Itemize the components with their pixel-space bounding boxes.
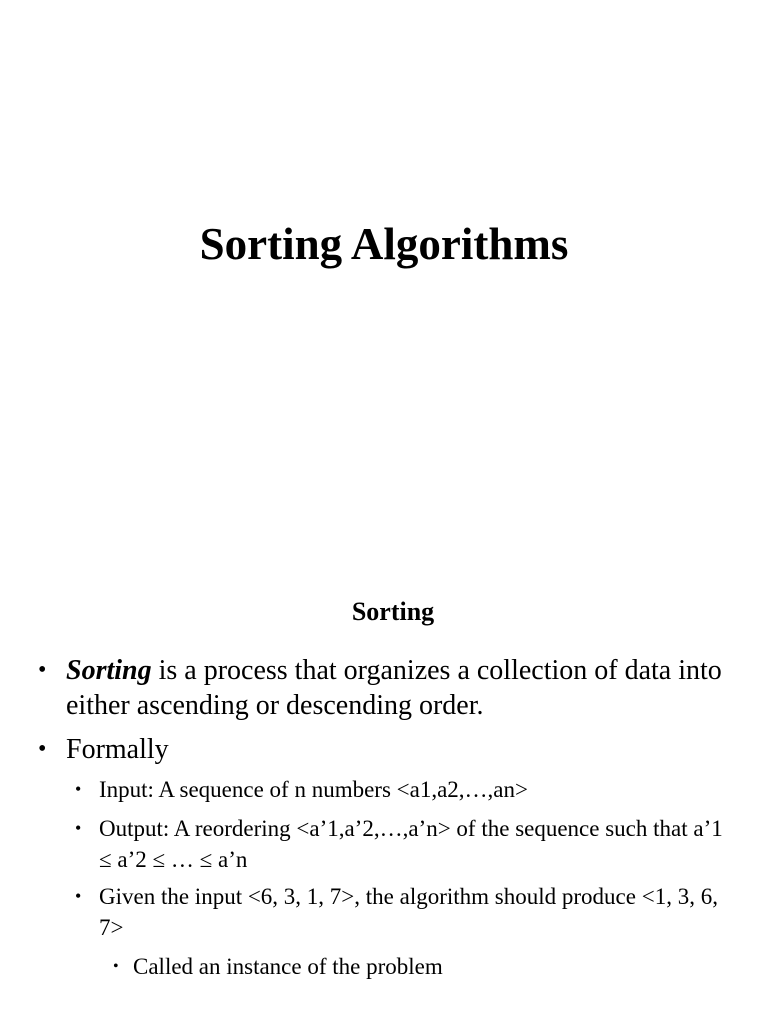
sub-bullet-example <box>75 881 739 943</box>
bullet-text: Formally <box>66 734 169 765</box>
sub-bullet-input <box>75 774 739 805</box>
bullet-text: Output: A reordering <a’1,a’2,…,a’n> of the sequence such that a’1 ≤ a’2 ≤ … ≤ a’n <box>99 816 723 872</box>
slide-title: Sorting Algorithms <box>199 219 569 269</box>
bullet-marker: • <box>38 736 47 762</box>
bullet-text: Called an instance of the problem <box>133 954 443 979</box>
bullet-text: Input: A sequence of n numbers <a1,a2,…,an> <box>99 777 528 802</box>
section-title: Sorting <box>351 597 435 626</box>
bullet-marker: • <box>75 818 82 838</box>
bullet-sorting-definition <box>38 653 756 723</box>
sub-bullet-output <box>75 813 739 875</box>
term-sorting: Sorting <box>66 655 152 686</box>
bullet-marker: • <box>38 657 47 683</box>
bullet-marker: • <box>113 958 119 975</box>
bullet-text: is a process that organizes a collection of data into either ascending or descending order. <box>66 655 722 721</box>
bullet-marker: • <box>75 779 82 799</box>
bullet-marker: • <box>75 886 82 906</box>
bullet-text: Given the input <6, 3, 1, 7>, the algorithm should produce <1, 3, 6, 7> <box>99 884 718 940</box>
sub-sub-bullet-instance <box>113 951 733 982</box>
bullet-formally <box>38 732 756 767</box>
